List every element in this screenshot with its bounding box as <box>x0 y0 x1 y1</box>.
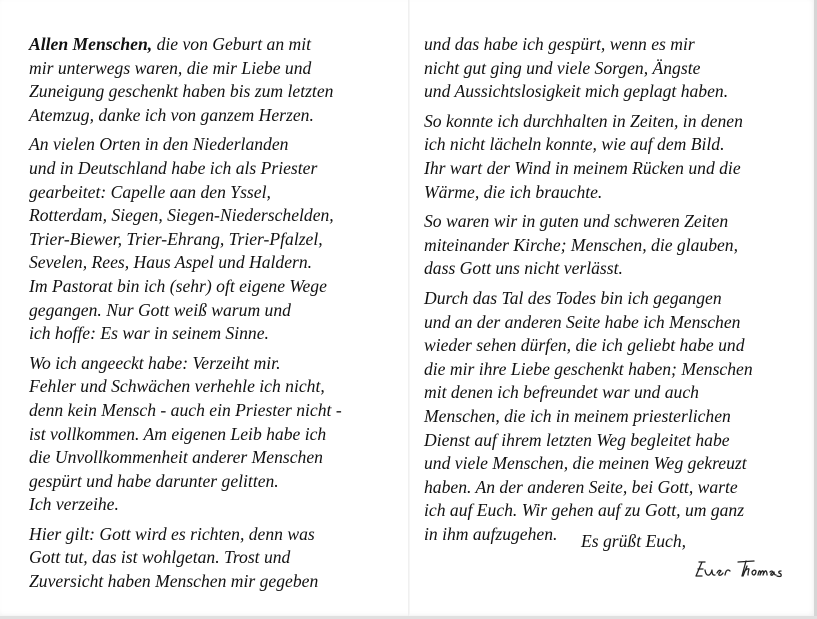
text-line: nicht gut ging und viele Sorgen, Ängste <box>424 57 701 78</box>
text-line: dass Gott uns nicht verlässt. <box>424 258 623 279</box>
text-line: ich auf Euch. Wir gehen auf zu Gott, um ganz <box>424 500 745 521</box>
text-line: An vielen Orten in den Niederlanden <box>29 134 289 155</box>
text-line: wieder sehen dürfen, die ich geliebt habe und <box>424 335 745 356</box>
right-column <box>424 33 809 552</box>
text-line: mit denen ich befreundet war und auch <box>424 382 699 403</box>
text-line: die Unvollkommenheit anderer Menschen <box>29 447 323 468</box>
paragraph-thanks <box>29 33 401 127</box>
text-line: gearbeitet: Capelle aan den Yssel, <box>29 181 271 202</box>
text-line: Trier-Biewer, Trier-Ehrang, Trier-Pfalzel, <box>29 228 323 249</box>
text-line: miteinander Kirche; Menschen, die glauben, <box>424 234 738 255</box>
text-line: Zuneigung geschenkt haben bis zum letzten <box>29 81 334 102</box>
text-line: gespürt und habe darunter gelitten. <box>29 470 279 491</box>
paragraph-worries <box>424 33 809 104</box>
text-line: in ihm aufzugehen. <box>424 523 558 544</box>
text-line: gegangen. Nur Gott weiß warum und <box>29 299 291 320</box>
lead-phrase-rest: die von Geburt an mit <box>152 34 311 54</box>
paragraph-trust <box>29 523 401 594</box>
left-column <box>29 33 401 600</box>
text-line: mir unterwegs waren, die mir Liebe und <box>29 57 312 78</box>
closing-greeting: Es grüßt Euch, <box>581 531 687 551</box>
text-line: Rotterdam, Siegen, Siegen-Niederschelden, <box>29 205 334 226</box>
text-line: Menschen, die ich in meinem priesterlichen <box>424 405 731 426</box>
handwritten-signature <box>690 556 790 582</box>
text-line: Zuversicht haben Menschen mir gegeben <box>29 571 319 592</box>
text-line: Atemzug, danke ich von ganzem Herzen. <box>29 104 314 125</box>
text-line: ich hoffe: Es war in seinem Sinne. <box>29 323 269 344</box>
text-line: So konnte ich durchhalten in Zeiten, in denen <box>424 110 743 131</box>
text-line: und in Deutschland habe ich als Priester <box>29 157 318 178</box>
text-line: Im Pastorat bin ich (sehr) oft eigene Wege <box>29 275 327 296</box>
text-line: die mir ihre Liebe geschenkt haben; Menschen <box>424 358 753 379</box>
text-line: Durch das Tal des Todes bin ich gegangen <box>424 287 722 308</box>
text-line: Wo ich angeeckt habe: Verzeiht mir. <box>29 352 281 373</box>
text-line: Gott tut, das ist wohlgetan. Trost und <box>29 547 291 568</box>
text-line: ist vollkommen. Am eigenen Leib habe ich <box>29 423 327 444</box>
text-line: Sevelen, Rees, Haus Aspel und Haldern. <box>29 252 313 273</box>
text-line: haben. An der anderen Seite, bei Gott, warte <box>424 476 738 497</box>
text-line: So waren wir in guten und schweren Zeiten <box>424 211 729 232</box>
text-line: denn kein Mensch - auch ein Priester nicht - <box>29 399 342 420</box>
text-line: Ihr wart der Wind in meinem Rücken und die <box>424 157 741 178</box>
paragraph-church <box>424 210 809 281</box>
text-line: Ich verzeihe. <box>29 494 119 515</box>
paragraph-endurance <box>424 110 809 204</box>
text-line <box>29 33 401 57</box>
text-line: und das habe ich gespürt, wenn es mir <box>424 34 695 54</box>
text-line: Wärme, die ich brauchte. <box>424 181 603 202</box>
text-line: und an der anderen Seite habe ich Menschen <box>424 311 741 332</box>
paragraph-places <box>29 133 401 345</box>
lead-phrase: Allen Menschen, <box>29 34 153 54</box>
paragraph-valley <box>424 287 809 547</box>
text-line: Fehler und Schwächen verhehle ich nicht, <box>29 376 325 397</box>
text-line: und viele Menschen, die meinen Weg gekreuzt <box>424 453 747 474</box>
paragraph-forgiveness <box>29 352 401 517</box>
text-line: Dienst auf ihrem letzten Weg begleitet habe <box>424 429 730 450</box>
text-line: Hier gilt: Gott wird es richten, denn was <box>29 523 315 544</box>
text-line: ich nicht lächeln konnte, wie auf dem Bild. <box>424 134 725 155</box>
text-line: und Aussichtslosigkeit mich geplagt haben. <box>424 81 729 102</box>
card-fold-line <box>408 0 410 619</box>
